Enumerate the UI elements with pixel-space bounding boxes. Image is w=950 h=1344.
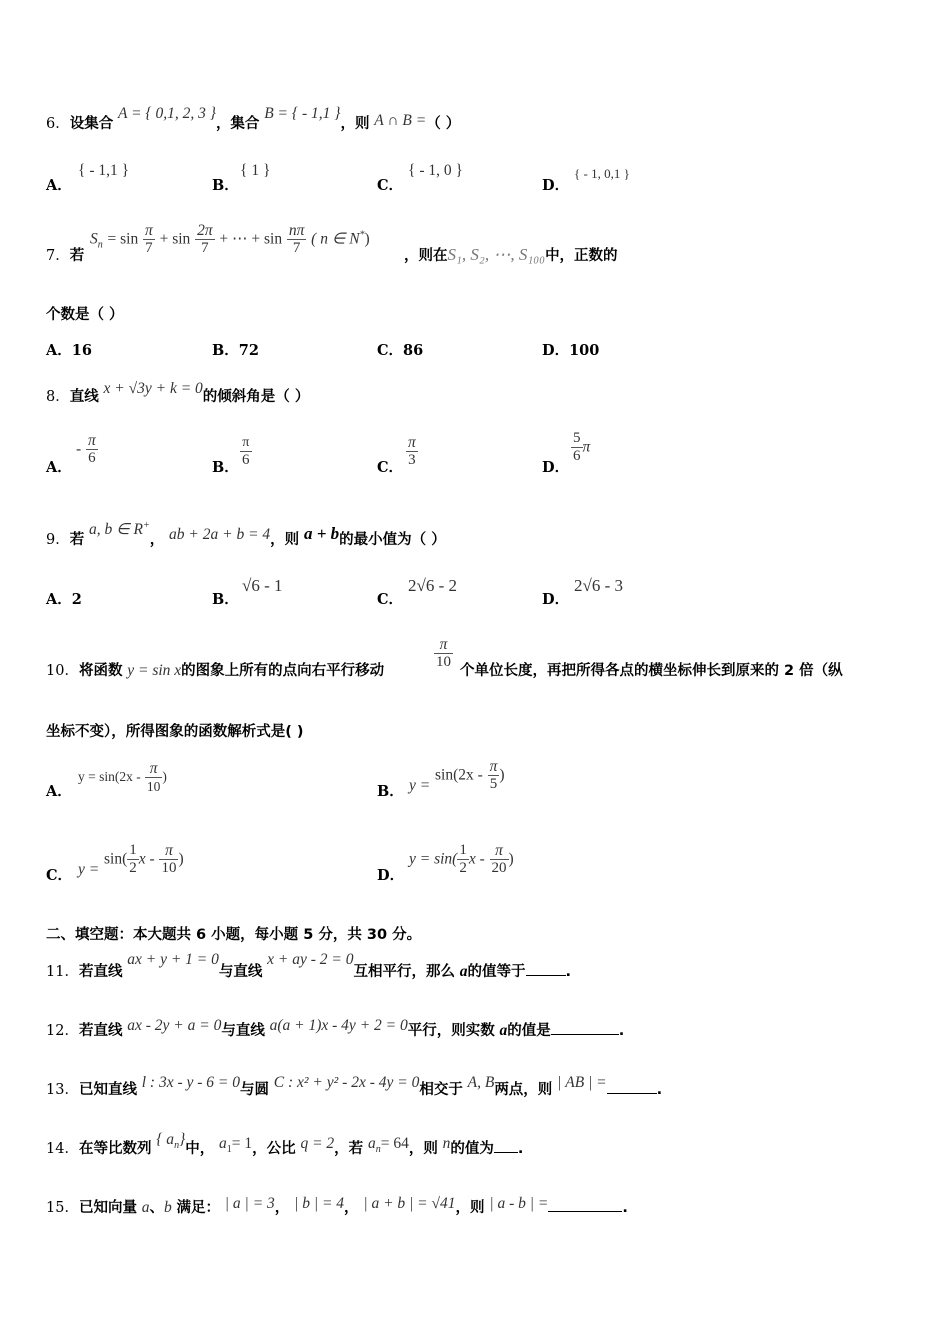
q9-option-b-value: √6 - 1 <box>242 576 283 595</box>
q7-prefix: 7．若 <box>46 248 85 264</box>
q8-option-a-value: - $\frac{\pi}{6}$ <box>76 432 96 466</box>
question-12: 12．若直线 ax - 2y + a = 0与直线 a(a + 1)x - 4y + 2 = 0平行，则实数 a的值是 . <box>46 1017 625 1039</box>
q7-option-d: D．100 <box>542 342 600 359</box>
q6-option-a: A． <box>46 177 72 194</box>
q7-option-a: A．16 <box>46 342 92 359</box>
q9-option-c: C． <box>377 591 404 608</box>
section-2-heading: 二、填空题：本大题共 6 小题，每小题 5 分，共 30 分。 <box>46 927 422 943</box>
q7-suffix: ，则在S₁, S₂, ⋯, S₁₀₀中，正数的 <box>404 245 618 264</box>
q6-option-d: D． <box>542 177 570 194</box>
q6-option-b-value: { 1 } <box>240 162 271 179</box>
q8-option-b: B． <box>212 459 239 476</box>
q10-line2: 坐标不变），所得图象的函数解析式是( ) <box>46 724 304 740</box>
question-9: 9．若 a, b ∈ R+， ab + 2a + b = 4，则 a + b的最小值为（ ） <box>46 520 446 548</box>
q9-option-b: B． <box>212 591 239 608</box>
q7-option-b: B．72 <box>212 342 259 359</box>
q9-option-c-value: 2√6 - 2 <box>408 576 457 595</box>
q8-option-d-value: $\frac{5}{6}$ π <box>573 430 591 464</box>
q10-option-c-value: y = sin( $\frac{1}{2}$ x - $\frac{\pi}{10}$ ) <box>78 842 184 878</box>
q7-formula: $S_n = \sin$ $\frac{\pi}{7}$ + sin $\frac{2\pi}{7}$ + ⋯ + sin $\frac{n\pi}{7}$ ( n ∈ N*) <box>90 222 370 256</box>
q11-answer-blank[interactable] <box>526 963 566 976</box>
q6-option-c-value: { - 1, 0 } <box>408 162 463 179</box>
q6-option-a-value: { - 1,1 } <box>78 162 130 179</box>
question-13: 13．已知直线 l : 3x - y - 6 = 0与圆 C : x² + y² - 2x - 4y = 0相交于 A, B两点，则 | AB | = . <box>46 1074 663 1098</box>
q8-option-b-value: $\frac{\pi}{6}$ <box>242 435 250 468</box>
question-14: 14．在等比数列 { $a_n$}中， $a_1= 1$，公比 q = 2，若 $a_n= 64$，则 n的值为 . <box>46 1131 524 1157</box>
q10-option-b-value: y = sin(2x - $\frac{\pi}{5}$ ) <box>409 758 505 794</box>
q10-option-b: B． <box>377 783 404 800</box>
question-15: 15．已知向量 a、b 满足： | a | = 3， | b | = 4， | a + b | = √41，则 | a - b | = . <box>46 1195 628 1216</box>
q7-option-c: C．86 <box>377 342 424 359</box>
q9-option-a: A．2 <box>46 591 82 608</box>
q10-option-d-value: y = sin( $\frac{1}{2}$ x - $\frac{\pi}{20}$ ) <box>409 842 514 876</box>
q9-option-d-value: 2√6 - 3 <box>574 576 623 595</box>
q7-line2: 个数是（ ） <box>46 307 124 323</box>
q8-option-a: A． <box>46 459 72 476</box>
question-6: 6．设集合 A = { 0,1, 2, 3 }，集合 B = { - 1,1 }，则 A ∩ B =（ ） <box>46 105 461 132</box>
q10-suffix: 个单位长度，再把所得各点的横坐标伸长到原来的 2 倍（纵 <box>460 663 843 679</box>
q15-answer-blank[interactable] <box>548 1199 622 1212</box>
q6-option-d-value: { - 1, 0,1 } <box>574 166 630 181</box>
q10-option-a-value: y = sin(2x - $\frac{\pi}{10}$ ) <box>78 760 167 794</box>
q13-answer-blank[interactable] <box>607 1081 657 1094</box>
q6-option-b: B． <box>212 177 239 194</box>
q10-option-d: D． <box>377 867 405 884</box>
q6-option-c: C． <box>377 177 404 194</box>
q10-prefix: 10．将函数 y = sin x的图象上所有的点向右平行移动 <box>46 662 385 679</box>
q12-answer-blank[interactable] <box>551 1022 619 1035</box>
q10-option-a: A． <box>46 783 72 800</box>
q8-option-d: D． <box>542 459 570 476</box>
q8-option-c-value: $\frac{\pi}{3}$ <box>408 434 416 468</box>
q14-answer-blank[interactable] <box>494 1140 518 1153</box>
q10-shift: $\frac{\pi}{10}$ <box>436 636 451 670</box>
question-8: 8．直线 x + √3y + k = 0的倾斜角是（ ） <box>46 380 310 405</box>
q9-option-d: D． <box>542 591 570 608</box>
question-11: 11．若直线 ax + y + 1 = 0与直线 x + ay - 2 = 0互相平行，那么 a的值等于 . <box>46 951 572 980</box>
q8-option-c: C． <box>377 459 404 476</box>
q10-option-c: C． <box>46 867 73 884</box>
